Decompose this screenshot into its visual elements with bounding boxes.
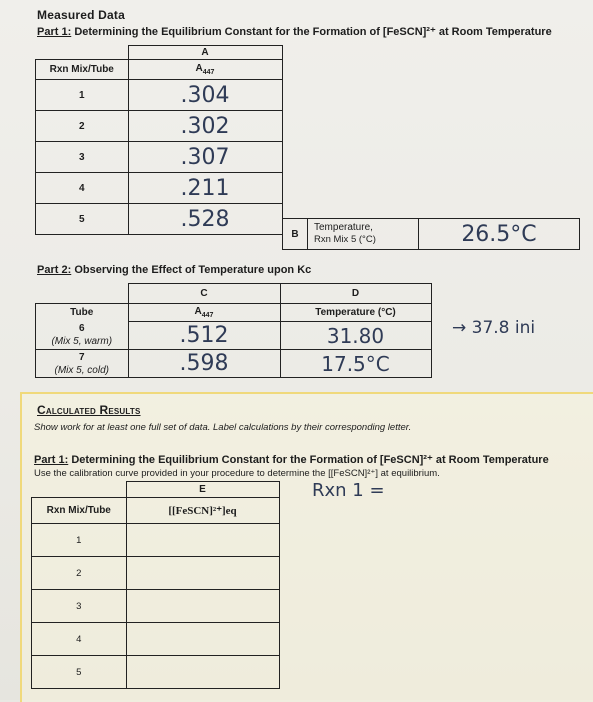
calculated-results-heading: Calculated Results: [37, 403, 141, 417]
tube-number: 1: [36, 80, 129, 111]
tube-number: 5: [32, 656, 127, 689]
rxn-mix-header: Rxn Mix/Tube: [32, 498, 127, 524]
tube-number: 3: [36, 142, 129, 173]
absorbance-value: .598: [128, 350, 280, 378]
answer-cell[interactable]: [126, 590, 279, 623]
instructions-text: Show work for at least one full set of data. Label calculations by their corresponding letter.: [34, 422, 412, 433]
temperature-b-table: [282, 218, 580, 250]
answer-cell[interactable]: [126, 656, 279, 689]
absorbance-value: .304: [128, 80, 282, 111]
part1-table: [35, 45, 283, 235]
absorbance-value: .211: [128, 173, 282, 204]
part2-title: Part 2: Observing the Effect of Temperature upon Kc: [37, 264, 312, 276]
fescn-eq-header: [[FeSCN]²⁺]eq: [126, 498, 279, 524]
answer-cell[interactable]: [126, 557, 279, 590]
tube-number: 1: [32, 524, 127, 557]
answer-cell[interactable]: [126, 623, 279, 656]
absorbance-value: .528: [128, 204, 282, 235]
tube-number: 5: [36, 204, 129, 235]
part2-table: [35, 283, 432, 378]
temperature-header: Temperature (°C): [280, 304, 431, 322]
a447-header: $A_{447}$: [128, 60, 282, 80]
temperature-value: 17.5°C: [280, 350, 431, 378]
absorbance-value: .302: [128, 111, 282, 142]
tube-number: 3: [32, 590, 127, 623]
rxn-mix-header: Rxn Mix/Tube: [36, 60, 129, 80]
tube-header: Tube: [36, 304, 129, 322]
handwritten-note: → 37.8 ini: [452, 318, 536, 338]
absorbance-value: .512: [128, 322, 280, 350]
absorbance-value: .307: [128, 142, 282, 173]
handwritten-rxn: Rxn 1 =: [312, 480, 385, 501]
tube-number: 2: [36, 111, 129, 142]
tube-6-cell: 6 (Mix 5, warm): [36, 322, 129, 350]
tube-number: 4: [36, 173, 129, 204]
col-letter-c: C: [128, 284, 280, 304]
col-letter-e: E: [126, 482, 279, 498]
col-letter-a: A: [128, 46, 282, 60]
tube-number: 2: [32, 557, 127, 590]
calc-part1-subtitle: Use the calibration curve provided in your procedure to determine the [[FeSCN]²⁺] at equilibrium.: [34, 468, 440, 479]
answer-cell[interactable]: [126, 524, 279, 557]
calc-part1-title: Part 1: Determining the Equilibrium Constant for the Formation of [FeSCN]²⁺ at Room Temperature: [34, 454, 549, 466]
temperature-value: 26.5°C: [419, 219, 580, 250]
measured-data-heading: Measured Data: [37, 8, 125, 22]
tube-7-cell: 7 (Mix 5, cold): [36, 350, 129, 378]
temperature-value: 31.80: [280, 322, 431, 350]
calc-table: [31, 481, 280, 689]
a447-header: $A_{447}$: [128, 304, 280, 322]
part1-title: Part 1: Determining the Equilibrium Constant for the Formation of [FeSCN]²⁺ at Room Temperature: [37, 26, 552, 38]
col-letter-d: D: [280, 284, 431, 304]
tube-number: 4: [32, 623, 127, 656]
temperature-label: Temperature, Rxn Mix 5 (°C): [308, 219, 419, 250]
col-letter-b: B: [283, 219, 308, 250]
